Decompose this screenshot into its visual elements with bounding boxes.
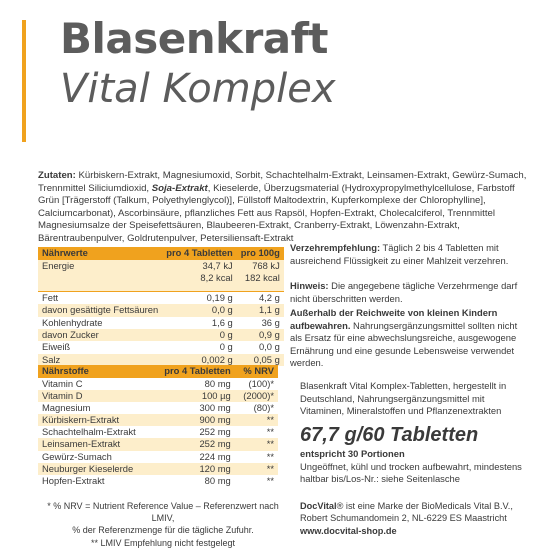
row-name: Vitamin D <box>38 390 152 402</box>
brand-address: Robert Schumandomein 2, NL-6229 ES Maastricht <box>300 513 507 524</box>
row-amount: 100 µg <box>152 390 235 402</box>
table-row <box>38 341 284 353</box>
row-amount: 224 mg <box>199 450 231 462</box>
footnote-line-1: * % NRV = Nutrient Reference Value – Referenzwert nach LMIV, <box>47 501 279 524</box>
naehrwerte-header-per100: pro 100g <box>237 247 284 260</box>
naehrstoffe-header-name: Nährstoffe <box>38 365 152 378</box>
row-value-per4: 0 g <box>162 329 237 341</box>
brand-info <box>300 500 540 537</box>
row-name: Vitamin C <box>42 378 83 389</box>
row-nrv: ** <box>266 426 274 438</box>
row-name: Kohlenhydrate <box>42 316 103 328</box>
row-value-per100: 1,1 g <box>237 304 284 316</box>
portions-text: entspricht 30 Portionen <box>300 448 405 459</box>
dosage-text: Täglich 2 bis 4 Tabletten mit ausreichend Flüssigkeit zu einer Mahlzeit verzehren. <box>290 242 509 266</box>
storage-text: Ungeöffnet, kühl und trocken aufbewahrt, mindestens haltbar bis/Los-Nr.: siehe Seitenlasche <box>300 460 522 485</box>
product-title: Blasenkraft <box>60 14 328 63</box>
row-value-per4: 0,0 g <box>162 304 237 316</box>
row-amount: 300 mg <box>199 402 231 414</box>
row-name: Hopfen-Extrakt <box>42 474 105 486</box>
table-row <box>38 463 278 475</box>
title-accent-bar <box>22 20 26 142</box>
table-row <box>38 390 278 402</box>
ingredients-allergen: Soja-Extrakt <box>151 182 208 194</box>
children-warning <box>290 307 530 370</box>
row-amount: 900 mg <box>152 414 235 426</box>
table-row <box>38 260 284 272</box>
row-nrv: ** <box>235 463 278 475</box>
row-nrv: (80)* <box>253 402 274 414</box>
table-row <box>38 402 278 414</box>
naehrwerte-table <box>38 247 284 366</box>
row-amount: 120 mg <box>152 463 235 475</box>
product-subtitle: Vital Komplex <box>60 66 336 112</box>
storage-info <box>300 448 540 486</box>
naehrstoffe-header-row <box>38 365 278 378</box>
table-row <box>38 451 278 463</box>
row-value-per100: 36 g <box>261 316 280 328</box>
row-name: Neuburger Kieselerde <box>38 463 152 475</box>
ingredients-text <box>38 170 538 246</box>
row-value-per100: 0,05 g <box>237 354 284 366</box>
table-row <box>38 329 284 341</box>
row-value-per4: 8,2 kcal <box>162 272 237 284</box>
table-row <box>38 317 284 329</box>
brand-name: DocVital <box>300 501 337 511</box>
row-nrv: ** <box>235 438 278 450</box>
row-value-per100: 182 kcal <box>237 272 284 284</box>
naehrwerte-header-name: Nährwerte <box>38 247 162 260</box>
brand-text: ® ist eine Marke der BioMedicals Vital B.V., <box>336 501 513 511</box>
row-nrv: (100)* <box>248 378 274 389</box>
ingredients-part1: Kürbiskern-Extrakt, Magnesiumoxid, Sorbit, Schachtelhalm-Extrakt, Leinsamen-Extrakt, Gewürz-Sumach, Trennmittel Siliciumdioxid, <box>38 170 527 194</box>
row-value-per4: 0 g <box>219 341 233 353</box>
row-amount: 252 mg <box>152 438 235 450</box>
row-name: Salz <box>38 354 162 366</box>
row-name: Eiweiß <box>42 341 71 353</box>
hinweis-label: Hinweis: <box>290 280 329 291</box>
hinweis-note <box>290 280 530 305</box>
row-value-per100: 0,0 g <box>258 341 280 353</box>
row-value-per100: 768 kJ <box>237 260 284 272</box>
dosage-label: Verzehrempfehlung: <box>290 242 381 253</box>
table-row <box>38 426 278 438</box>
row-value-per4: 34,7 kJ <box>162 260 237 272</box>
table-row <box>38 272 284 284</box>
row-value-per100: 0,9 g <box>237 329 284 341</box>
row-amount: 252 mg <box>199 426 231 438</box>
hinweis-text: Die angegebene tägliche Verzehrmenge darf nicht überschritten werden. <box>290 280 518 304</box>
ingredients-part2: , Kieselerde, Überzugsmaterial (Hydroxypropylmethylcellulose, Farbstoff Grün [Trägerstoff (Talkum, Polyethylenglycol)], Füllstoff Maltodextrin, Kupferkomplexe der Chlorophylline], Calciumcarbonat), Ascorbinsäure, pflanzliches Fett aus Rapsöl, Hopfen-Extrakt, Cholecalciferol, Trennmittel Magnesiumsalze der Speisefettsäuren, Blaubeeren-Extrakt, Cranberry-Extrakt, Löwenzahn-Extrakt, Bärentraubenpulver, Goldrutenpulver, Petersiliensaft-Extrakt <box>38 182 515 244</box>
table-row <box>38 438 278 450</box>
row-nrv: ** <box>266 474 274 486</box>
row-name: davon gesättigte Fettsäuren <box>38 304 162 316</box>
footnote-line-3: ** LMIV Empfehlung nicht festgelegt <box>90 537 236 548</box>
row-name: Leinsamen-Extrakt <box>38 438 152 450</box>
table-row <box>38 414 278 426</box>
table-row <box>38 378 278 390</box>
row-nrv: (2000)* <box>235 390 278 402</box>
children-warning-bold: Außerhalb der Reichweite von kleinen Kindern aufbewahren. <box>290 307 498 331</box>
row-amount: 80 mg <box>204 474 231 486</box>
dosage-recommendation <box>290 242 530 267</box>
row-nrv: ** <box>235 414 278 426</box>
row-name: Fett <box>38 291 162 304</box>
naehrwerte-header-per4: pro 4 Tabletten <box>162 247 237 260</box>
row-value-per4: 1,6 g <box>211 316 233 328</box>
product-description: Blasenkraft Vital Komplex-Tabletten, hergestellt in Deutschland, Nahrungsergänzungsmittel mit Vitaminen, Mineralstoffen und Pflanzenextrakten <box>300 380 507 417</box>
net-amount: 67,7 g/60 Tabletten <box>300 424 479 446</box>
row-name: davon Zucker <box>38 329 162 341</box>
row-nrv: ** <box>266 450 274 462</box>
table-row <box>38 291 284 304</box>
table-row <box>38 475 278 487</box>
nrv-footnote <box>38 500 288 549</box>
row-value-per4: 0,002 g <box>162 354 237 366</box>
table-row <box>38 304 284 316</box>
row-name: Kürbiskern-Extrakt <box>38 414 152 426</box>
row-name: Energie <box>38 260 162 272</box>
row-name: Gewürz-Sumach <box>42 450 112 462</box>
row-value-per4: 0,19 g <box>162 291 237 304</box>
children-warning-text: Nahrungsergänzungsmittel sollten nicht als Ersatz für eine abwechslungsreiche, ausgewogene Ernährung und eine gesunde Lebensweise verwendet werden. <box>290 319 518 369</box>
row-amount: 80 mg <box>204 378 231 389</box>
naehrstoffe-header-nrv: % NRV <box>235 365 278 378</box>
naehrstoffe-header-per4: pro 4 Tabletten <box>152 365 235 378</box>
row-value-per100: 4,2 g <box>237 291 284 304</box>
row-name: Magnesium <box>42 402 91 414</box>
footnote-line-2: % der Referenzmenge für die tägliche Zufuhr. <box>72 525 254 536</box>
ingredients-label: Zutaten: <box>38 170 76 181</box>
naehrstoffe-table <box>38 365 278 487</box>
row-name: Schachtelhalm-Extrakt <box>42 426 136 438</box>
brand-website: www.docvital-shop.de <box>300 525 397 536</box>
naehrwerte-header-row <box>38 247 284 260</box>
row-name <box>38 272 162 284</box>
